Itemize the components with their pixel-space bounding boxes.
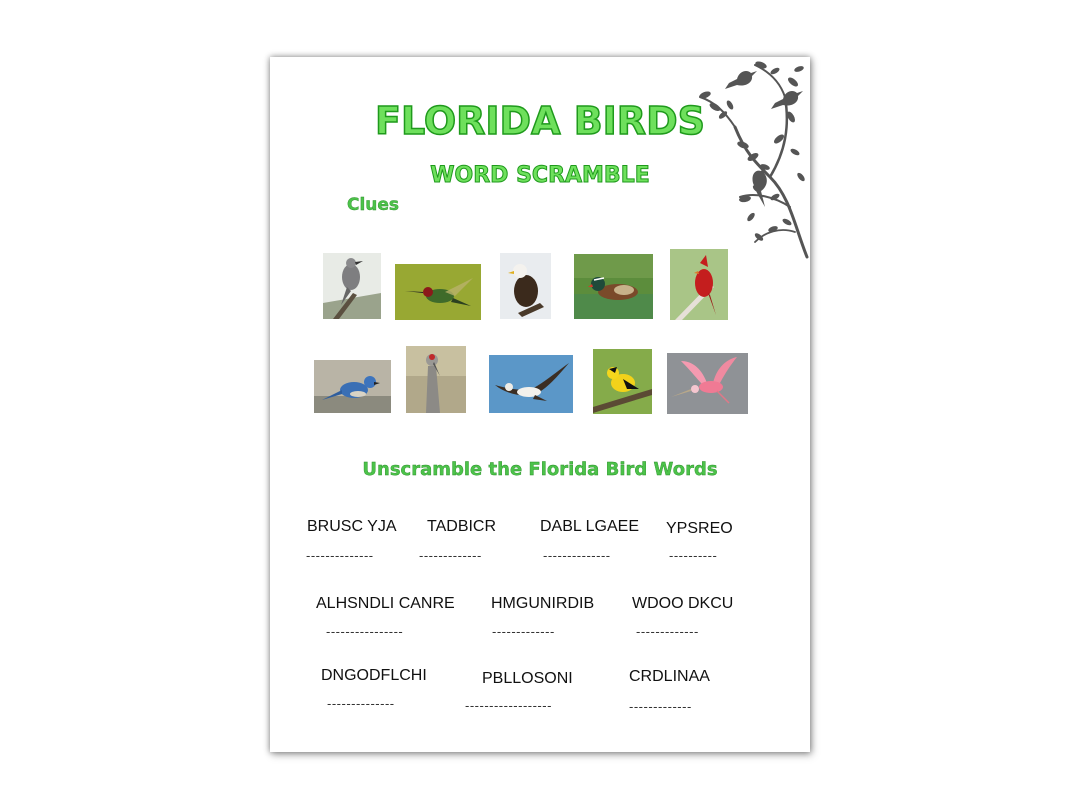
answer-blank[interactable]: ------------- [419,548,482,563]
worksheet-title: FLORIDA BIRDS [375,99,705,143]
scrambled-word: BRUSC YJA [307,518,397,535]
scrambled-word: TADBICR [427,518,497,535]
worksheet-page [270,57,810,752]
mockingbird-photo [323,253,381,319]
scrub-jay-photo [314,360,391,413]
instructions-heading: Unscramble the Florida Bird Words [362,459,718,480]
worksheet-subtitle: WORD SCRAMBLE [430,163,650,188]
answer-blank[interactable]: ------------- [636,624,699,639]
bird-branch-silhouette-icon [695,57,810,262]
osprey-photo [489,355,573,413]
scrambled-word: YPSREO [666,520,733,537]
hummingbird-photo [395,264,481,320]
scrambled-word: PBLLOSONI [482,670,573,687]
answer-blank[interactable]: ---------- [669,548,718,563]
cardinal-photo [670,249,728,320]
answer-blank[interactable]: ------------------ [465,698,552,713]
sandhill-crane-photo [406,346,466,413]
scrambled-word: CRDLINAA [629,668,710,685]
answer-blank[interactable]: ---------------- [326,624,404,639]
answer-blank[interactable]: -------------- [543,548,611,563]
clues-heading: Clues [347,195,400,215]
scrambled-word: WDOO DKCU [632,595,734,612]
spoonbill-photo [667,353,748,414]
scrambled-word: DABL LGAEE [540,518,640,535]
goldfinch-photo [593,349,652,414]
bald-eagle-photo [500,253,551,319]
answer-blank[interactable]: -------------- [327,696,395,711]
scrambled-word: DNGODFLCHI [321,667,427,684]
scrambled-word: ALHSNDLI CANRE [316,595,455,612]
scrambled-word: HMGUNIRDIB [491,595,595,612]
answer-blank[interactable]: ------------- [629,699,692,714]
wood-duck-photo [574,254,653,319]
answer-blank[interactable]: -------------- [306,548,374,563]
answer-blank[interactable]: ------------- [492,624,555,639]
